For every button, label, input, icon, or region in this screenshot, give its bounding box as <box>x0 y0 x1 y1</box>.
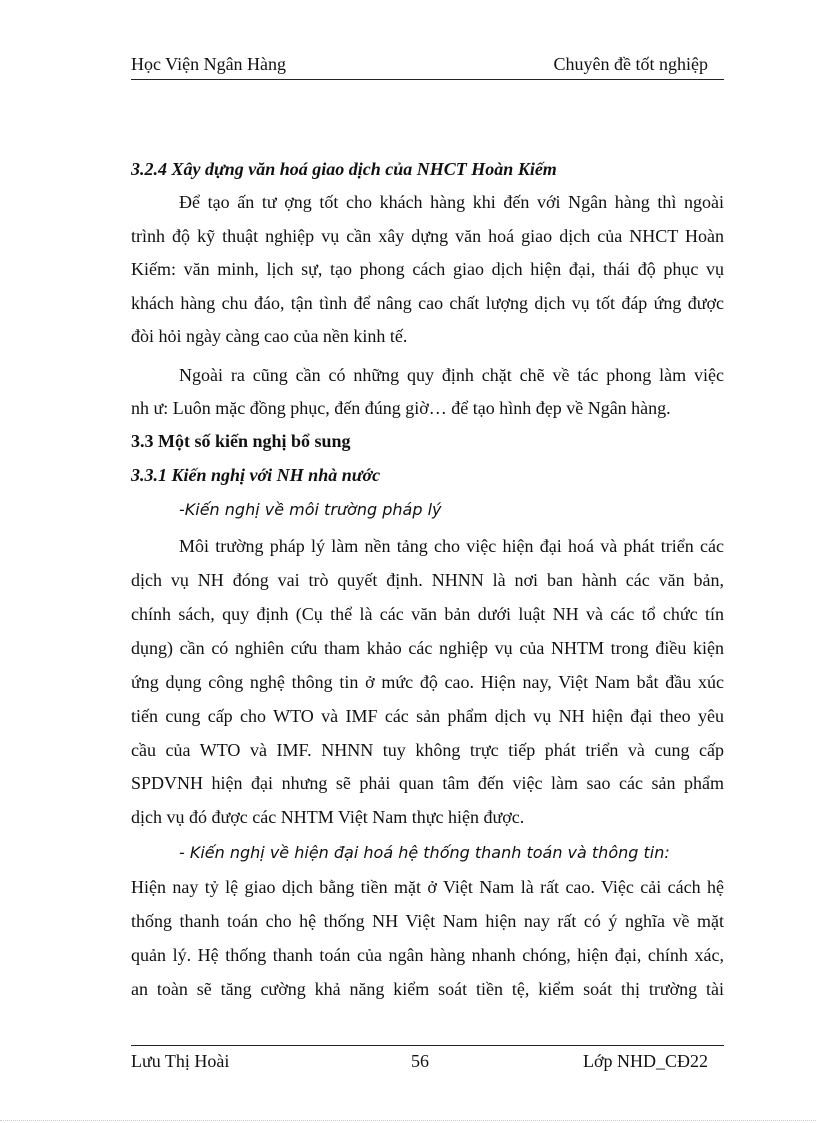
subheading-legal-environment: -Kiến nghị về môi trường pháp lý <box>179 500 442 519</box>
para3-line3: chính sách, quy định (Cụ thể là các văn bản dưới luật NH và các tổ chức tín <box>131 604 724 624</box>
para3-line2: dịch vụ NH đóng vai trò quyết định. NHNN là nơi ban hành các văn bản, <box>131 570 724 590</box>
para3-line4: dụng) cần có nghiên cứu tham khảo các nghiệp vụ của NHTM trong điều kiện <box>131 638 724 658</box>
para3-line6: tiến cung cấp cho WTO và IMF các sản phẩm dịch vụ NH hiện đại theo yêu <box>131 706 724 726</box>
para3-line5: ứng dụng công nghệ thông tin ở mức độ cao. Hiện nay, Việt Nam bắt đầu xúc <box>131 672 724 692</box>
para3-line9: dịch vụ đó được các NHTM Việt Nam thực hiện được. <box>131 807 525 827</box>
para4-line4: an toàn sẽ tăng cường khả năng kiểm soát tiền tệ, kiểm soát thị trường tài <box>131 979 724 999</box>
para4-line1: Hiện nay tỷ lệ giao dịch bằng tiền mặt ở Việt Nam là rất cao. Việc cải cách hệ <box>131 877 724 897</box>
subheading-payment-system: - Kiến nghị về hiện đại hoá hệ thống thanh toán và thông tin: <box>179 843 670 862</box>
para4-line3: quản lý. Hệ thống thanh toán của ngân hàng nhanh chóng, hiện đại, chính xác, <box>131 945 724 965</box>
header-doc-type: Chuyên đề tốt nghiệp <box>553 54 708 74</box>
heading-3-3: 3.3 Một số kiến nghị bổ sung <box>131 431 351 451</box>
para1-line2: trình độ kỹ thuật nghiệp vụ cần xây dựng văn hoá giao dịch của NHCT Hoàn <box>131 226 724 246</box>
page-bottom-divider <box>0 1120 816 1121</box>
para1-line1: Để tạo ấn tư ợng tốt cho khách hàng khi đến với Ngân hàng thì ngoài <box>179 192 724 212</box>
para1-line3: Kiếm: văn minh, lịch sự, tạo phong cách giao dịch hiện đại, thái độ phục vụ <box>131 259 724 279</box>
para1-line4: khách hàng chu đáo, tận tình để nâng cao chất lượng dịch vụ tốt đáp ứng được <box>131 293 724 313</box>
para3-line7: cầu của WTO và IMF. NHNN tuy không trực tiếp phát triển và cung cấp <box>131 740 724 760</box>
para2-line1: Ngoài ra cũng cần có những quy định chặt chẽ về tác phong làm việc <box>179 365 724 385</box>
header-rule <box>131 79 724 80</box>
footer-class: Lớp NHD_CĐ22 <box>582 1051 708 1071</box>
footer-rule <box>131 1045 724 1046</box>
page-footer <box>131 1045 724 1075</box>
para4-line2: thống thanh toán cho hệ thống NH Việt Nam hiện nay rất có ý nghĩa về mặt <box>131 911 724 931</box>
page-number: 56 <box>411 1051 429 1071</box>
footer-author: Lưu Thị Hoài <box>131 1051 230 1071</box>
heading-3-2-4: 3.2.4 Xây dựng văn hoá giao dịch của NHCT Hoàn Kiếm <box>131 159 557 179</box>
para3-line8: SPDVNH hiện đại nhưng sẽ phải quan tâm đến việc làm sao các sản phẩm <box>131 773 724 793</box>
heading-3-3-1: 3.3.1 Kiến nghị với NH nhà nước <box>131 465 381 485</box>
page-header <box>131 50 724 80</box>
para3-line1: Môi trường pháp lý làm nền tảng cho việc hiện đại hoá và phát triển các <box>179 536 724 556</box>
header-institution: Học Viện Ngân Hàng <box>131 54 287 74</box>
para1-line5: đòi hỏi ngày càng cao của nền kinh tế. <box>131 326 408 346</box>
para2-line2: nh ư: Luôn mặc đồng phục, đến đúng giờ… để tạo hình đẹp về Ngân hàng. <box>131 398 671 418</box>
